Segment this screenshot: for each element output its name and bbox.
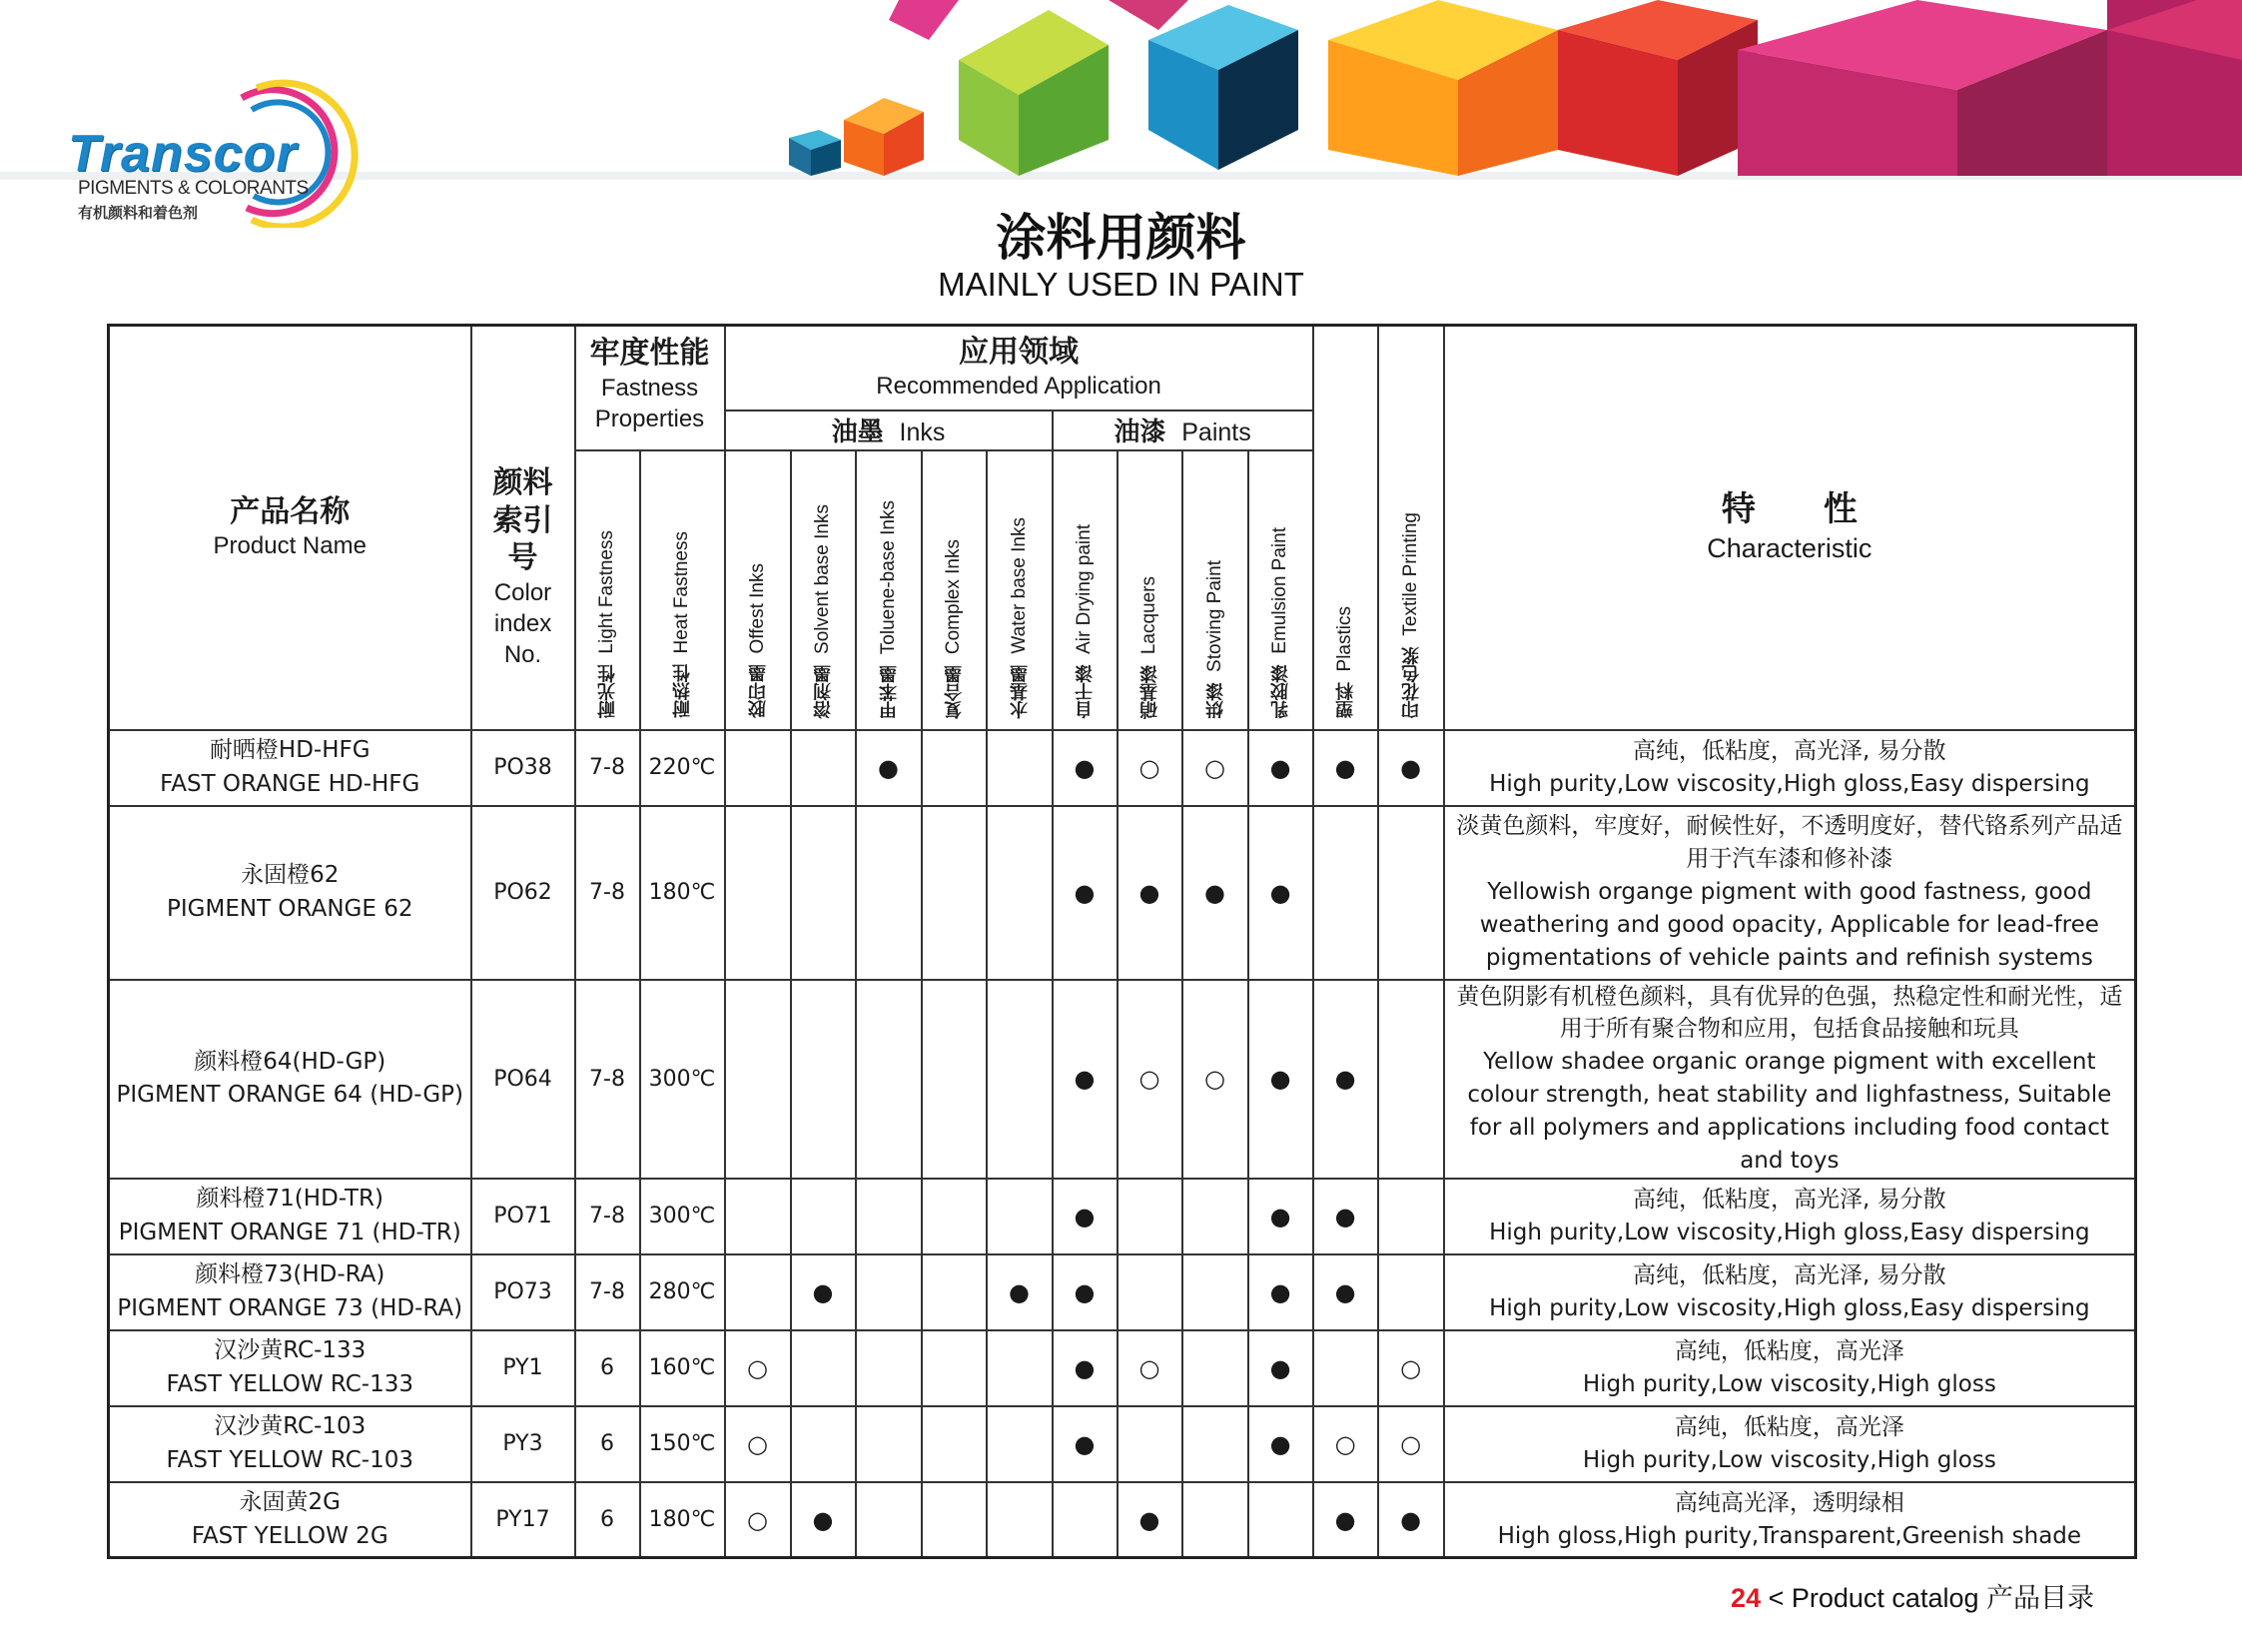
heat-fastness-cell: 150℃ [640,1406,725,1482]
recommended-dot: ● [856,730,922,806]
light-fastness-cell: 6 [575,1406,640,1482]
empty-cell [987,980,1053,1179]
product-name-cn: 永固橙62 [241,862,340,889]
empty-cell [856,980,922,1179]
empty-cell [856,806,922,980]
empty-cell [725,1254,791,1330]
header-fastness: 牢度性能 Fastness Properties [575,326,725,450]
empty-cell [791,806,856,980]
characteristic-cell [1444,730,2136,806]
product-name-cn: 颜料橙73(HD-RA) [195,1261,385,1288]
product-name-en: PIGMENT ORANGE 73 (HD-RA) [117,1294,463,1321]
table-row [109,1330,2136,1406]
header-characteristic: 特 性 Characteristic [1444,326,2136,730]
table-row [109,806,2136,980]
product-name-cell [109,1254,471,1330]
header-label-en: Toluene-base Inks [877,499,899,654]
characteristic-cn: 高纯，低粘度，高光泽 [1674,1337,1904,1364]
characteristic-cn: 高纯，低粘度，高光泽, 易分散 [1633,737,1946,764]
product-name-en: FAST ORANGE HD-HFG [160,770,420,797]
recommended-dot: ● [791,1254,856,1330]
product-name-en: FAST YELLOW 2G [191,1522,388,1549]
light-fastness-cell: 7-8 [575,1179,640,1254]
empty-cell [1378,806,1444,980]
header-heat-fastness [640,450,725,730]
empty-cell [1182,1330,1248,1406]
empty-cell [1182,1406,1248,1482]
characteristic-cell [1444,1179,2136,1254]
empty-cell [987,1406,1053,1482]
characteristic-cn: 黄色阴影有机橙色颜料，具有优异的色强，热稳定性和耐光性，适用于所有聚合物和应用，包括食品接触和玩具 [1456,983,2123,1043]
recommended-dot: ● [1313,1482,1378,1558]
product-name-cell [109,1330,471,1406]
header-label-cn: 胶印墨 [747,664,768,719]
empty-cell [922,1482,987,1558]
heat-fastness-cell: 300℃ [640,980,725,1179]
empty-cell [1378,980,1444,1179]
characteristic-en: High gloss,High purity,Transparent,Greenish shade [1497,1522,2082,1549]
empty-cell [856,1406,922,1482]
header-air-drying-paint [1053,450,1118,730]
color-index-cell: PY3 [471,1406,575,1482]
recommended-dot: ● [987,1254,1053,1330]
table-row [109,1179,2136,1254]
header-light-fastness [575,450,640,730]
recommended-dot: ● [1248,1179,1313,1254]
suitable-circle: ○ [1118,730,1182,806]
characteristic-cell [1444,1254,2136,1330]
header-label-cn: 溶剂墨 [813,664,834,719]
empty-cell [987,730,1053,806]
recommended-dot: ● [1248,1254,1313,1330]
header-label-en: Stoving Paint [1203,559,1225,672]
header-emulsion-paint [1248,450,1313,730]
empty-cell [922,1179,987,1254]
characteristic-cn: 高纯高光泽，透明绿相 [1674,1489,1904,1516]
empty-cell [1118,1406,1182,1482]
empty-cell [922,806,987,980]
recommended-dot: ● [1248,980,1313,1179]
recommended-dot: ● [1053,806,1118,980]
heat-fastness-cell: 220℃ [640,730,725,806]
characteristic-cn: 高纯，低粘度，高光泽 [1674,1413,1904,1440]
empty-cell [1118,1179,1182,1254]
page-number: 24 [1731,1583,1762,1613]
empty-cell [856,1482,922,1558]
characteristic-en: High purity,Low viscosity,High gloss,Easy dispersing [1489,1294,2090,1321]
recommended-dot: ● [1053,1254,1118,1330]
light-fastness-cell: 6 [575,1482,640,1558]
header-label-cn: 耐热性 [672,664,693,719]
recommended-dot: ● [1313,1254,1378,1330]
header-label-cn: 复合墨 [944,664,965,719]
empty-cell [791,730,856,806]
empty-cell [725,730,791,806]
suitable-circle: ○ [1182,730,1248,806]
empty-cell [856,1330,922,1406]
header-plastics-top [1313,326,1378,450]
header-plastics [1313,450,1378,730]
recommended-dot: ● [1053,1330,1118,1406]
product-name-en: FAST YELLOW RC-133 [166,1370,413,1397]
recommended-dot: ● [1182,806,1248,980]
product-name-cell [109,1482,471,1558]
product-name-cn: 永固黄2G [239,1489,341,1516]
suitable-circle: ○ [1313,1406,1378,1482]
light-fastness-cell: 7-8 [575,1254,640,1330]
empty-cell [1182,1482,1248,1558]
page-title-en: MAINLY USED IN PAINT [938,266,1304,303]
characteristic-cn: 高纯，低粘度，高光泽, 易分散 [1633,1261,1946,1288]
recommended-dot: ● [1118,1482,1182,1558]
table-row [109,730,2136,806]
characteristic-cell [1444,806,2136,980]
recommended-dot: ● [1053,1179,1118,1254]
header-label-en: Plastics [1334,606,1356,672]
color-index-cell: PY17 [471,1482,575,1558]
empty-cell [987,1330,1053,1406]
empty-cell [922,1254,987,1330]
suitable-circle: ○ [1378,1406,1444,1482]
empty-cell [791,1406,856,1482]
empty-cell [1313,1330,1378,1406]
characteristic-en: Yellow shadee organic orange pigment with excellent colour strength, heat stability and lighfastness, Suitable for all polymers and applications including food contact and toys [1467,1049,2112,1174]
suitable-circle: ○ [725,1482,791,1558]
recommended-dot: ● [1378,730,1444,806]
header-label-cn: 乳胶漆 [1270,664,1291,719]
empty-cell [987,1482,1053,1558]
header-label-en: Lacquers [1138,575,1160,654]
product-name-en: FAST YELLOW RC-103 [166,1446,413,1473]
pigment-catalog-table [107,324,2137,1559]
recommended-dot: ● [1053,730,1118,806]
table-row [109,1482,2136,1558]
characteristic-cell [1444,1406,2136,1482]
header-label-en: Solvent base Inks [812,503,834,654]
characteristic-cell [1444,1330,2136,1406]
recommended-dot: ● [1248,806,1313,980]
suitable-circle: ○ [725,1406,791,1482]
product-name-en: PIGMENT ORANGE 71 (HD-TR) [118,1219,461,1245]
header-textile-top [1378,326,1444,450]
color-index-cell: PO71 [471,1179,575,1254]
empty-cell [791,1330,856,1406]
header-label-cn: 烘漆 [1204,682,1225,719]
page-footer [1731,1576,2094,1615]
color-index-cell: PY1 [471,1330,575,1406]
page-title-cn: 涂料用颜料 [996,209,1246,267]
header-label-cn: 水基墨 [1009,664,1030,719]
logo-wordmark: Transcor [68,125,298,183]
empty-cell [922,1330,987,1406]
empty-cell [856,1179,922,1254]
empty-cell [1182,1179,1248,1254]
header-water-inks [987,450,1053,730]
characteristic-en: High purity,Low viscosity,High gloss [1582,1370,1996,1397]
empty-cell [725,1179,791,1254]
empty-cell [856,1254,922,1330]
empty-cell [922,1406,987,1482]
table-row [109,980,2136,1179]
header-paints: 油漆 Paints [1053,411,1313,450]
suitable-circle: ○ [1182,980,1248,1179]
recommended-dot: ● [791,1482,856,1558]
header-color-index: 颜料索引号 Color index No. [471,326,575,730]
footer-text: < Product catalog 产品目录 [1768,1583,2094,1613]
product-name-cn: 汉沙黄RC-133 [214,1337,367,1364]
recommended-dot: ● [1313,1179,1378,1254]
product-name-cell [109,806,471,980]
characteristic-en: High purity,Low viscosity,High gloss [1582,1446,1996,1473]
product-name-cell [109,730,471,806]
header-toluene-inks [856,450,922,730]
empty-cell [922,730,987,806]
header-label-cn: 硝基漆 [1139,664,1160,719]
product-name-cn: 汉沙黄RC-103 [214,1413,367,1440]
characteristic-cn: 淡黄色颜料，牢度好，耐候性好，不透明度好，替代铬系列产品适用于汽车漆和修补漆 [1456,813,2123,873]
empty-cell [1378,1254,1444,1330]
color-index-cell: PO62 [471,806,575,980]
header-complex-inks [922,450,987,730]
product-name-cn: 颜料橙71(HD-TR) [196,1186,383,1213]
suitable-circle: ○ [1378,1330,1444,1406]
header-label-en: Complex Inks [943,538,965,654]
header-application: 应用领域 Recommended Application [725,326,1313,411]
header-label-en: Textile Printing [1399,512,1421,636]
product-name-en: PIGMENT ORANGE 64 (HD-GP) [116,1082,464,1109]
suitable-circle: ○ [725,1330,791,1406]
light-fastness-cell: 7-8 [575,980,640,1179]
characteristic-cn: 高纯，低粘度，高光泽, 易分散 [1633,1186,1946,1213]
header-lacquers [1118,450,1182,730]
suitable-circle: ○ [1118,1330,1182,1406]
characteristic-en: High purity,Low viscosity,High gloss,Easy dispersing [1489,1219,2090,1245]
heat-fastness-cell: 180℃ [640,806,725,980]
empty-cell [725,980,791,1179]
heat-fastness-cell: 280℃ [640,1254,725,1330]
color-index-cell: PO64 [471,980,575,1179]
heat-fastness-cell: 160℃ [640,1330,725,1406]
header-label-en: Air Drying paint [1074,524,1096,654]
empty-cell [1248,1482,1313,1558]
light-fastness-cell: 7-8 [575,806,640,980]
header-label-cn: 自干漆 [1075,664,1096,719]
product-name-en: PIGMENT ORANGE 62 [167,895,413,922]
header-label-cn: 甲苯墨 [878,664,899,719]
logo-tagline: PIGMENTS & COLORANTS [78,178,309,199]
characteristic-en: High purity,Low viscosity,High gloss,Easy dispersing [1489,770,2090,797]
empty-cell [1313,806,1378,980]
empty-cell [1182,1254,1248,1330]
header-solvent-inks [791,450,856,730]
characteristic-en: Yellowish organge pigment with good fastness, good weathering and good opacity, Applicable for lead-free pigmentations of vehicle paints and refinish systems [1479,879,2099,971]
empty-cell [1053,1482,1118,1558]
header-product-name: 产品名称 Product Name [109,326,471,730]
header-label-cn: 塑料 [1335,682,1356,719]
header-label-en: Offest Inks [746,563,768,654]
empty-cell [725,806,791,980]
header-label-en: Heat Fastness [671,531,693,654]
product-name-cn: 颜料橙64(HD-GP) [194,1048,386,1075]
empty-cell [791,1179,856,1254]
recommended-dot: ● [1313,980,1378,1179]
product-name-cell [109,980,471,1179]
header-label-en: Emulsion Paint [1269,527,1291,654]
empty-cell [1118,1254,1182,1330]
recommended-dot: ● [1248,1330,1313,1406]
characteristic-cell [1444,1482,2136,1558]
table-row [109,1254,2136,1330]
header-label-cn: 印花色浆 [1400,646,1421,719]
color-index-cell: PO73 [471,1254,575,1330]
header-textile-printing [1378,450,1444,730]
heat-fastness-cell: 180℃ [640,1482,725,1558]
recommended-dot: ● [1313,730,1378,806]
header-label-cn: 耐光性 [597,664,618,719]
header-stoving-paint [1182,450,1248,730]
recommended-dot: ● [1378,1482,1444,1558]
product-name-cell [109,1179,471,1254]
heat-fastness-cell: 300℃ [640,1179,725,1254]
empty-cell [987,1179,1053,1254]
logo-tagline-cn: 有机颜料和着色剂 [78,204,199,222]
product-name-cn: 耐晒橙HD-HFG [209,737,371,764]
recommended-dot: ● [1248,730,1313,806]
empty-cell [922,980,987,1179]
light-fastness-cell: 6 [575,1330,640,1406]
header-offset-inks [725,450,791,730]
header-label-en: Light Fastness [596,530,618,654]
empty-cell [987,806,1053,980]
empty-cell [791,980,856,1179]
characteristic-cell [1444,980,2136,1179]
color-index-cell: PO38 [471,730,575,806]
empty-cell [1378,1179,1444,1254]
recommended-dot: ● [1248,1406,1313,1482]
recommended-dot: ● [1053,980,1118,1179]
table-row [109,1406,2136,1482]
product-name-cell [109,1406,471,1482]
recommended-dot: ● [1118,806,1182,980]
suitable-circle: ○ [1118,980,1182,1179]
header-inks: 油墨 Inks [725,411,1053,450]
light-fastness-cell: 7-8 [575,730,640,806]
recommended-dot: ● [1053,1406,1118,1482]
header-label-en: Water base Inks [1008,517,1030,654]
